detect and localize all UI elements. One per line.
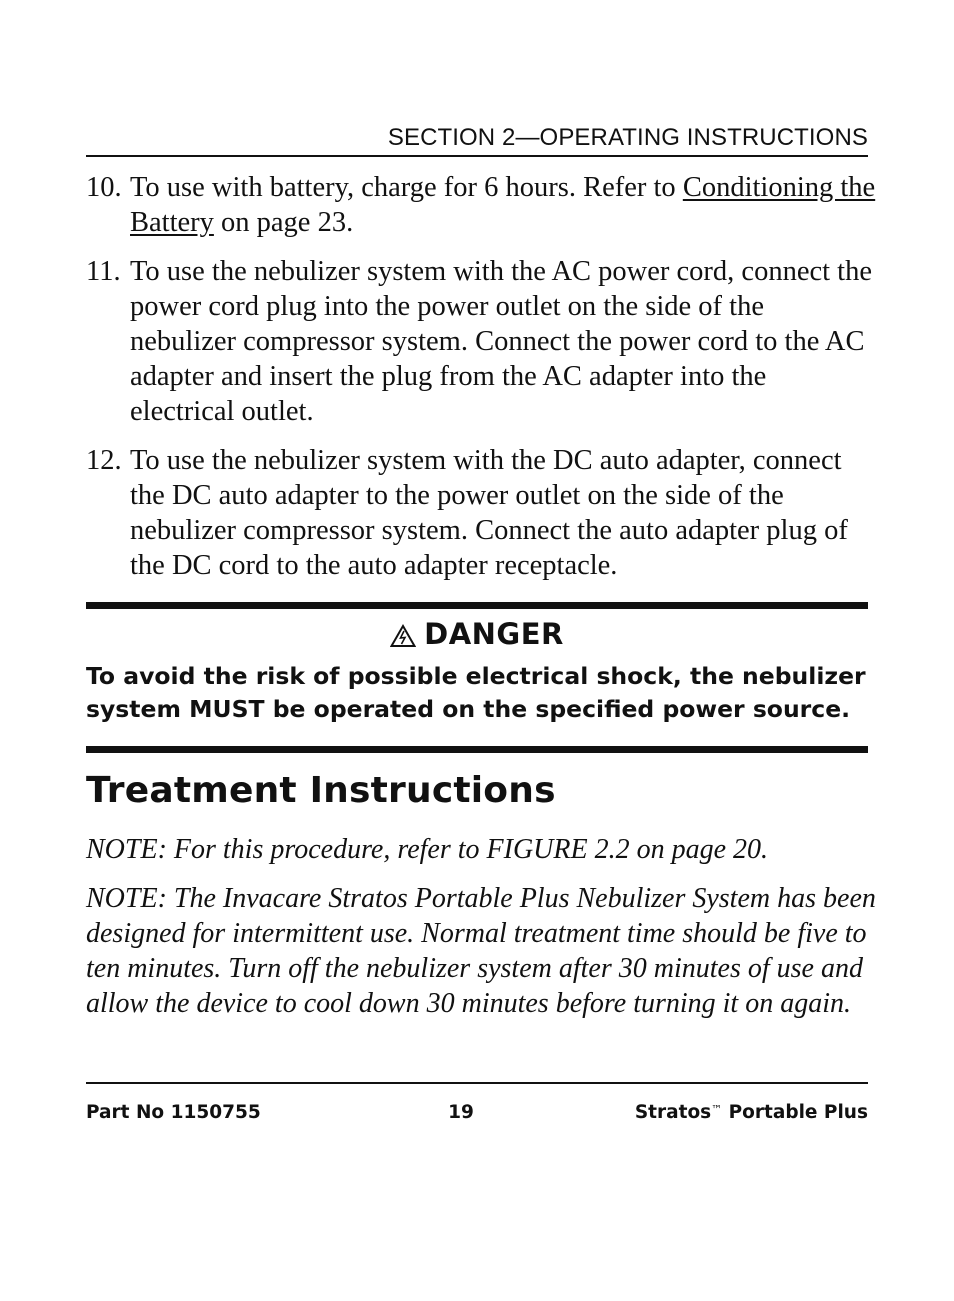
danger-top-rule [86,602,868,609]
product-brand: Stratos [634,1102,712,1123]
step-12 [86,443,876,583]
footer-rule [86,1082,868,1084]
part-number: Part No 1150755 [86,1102,261,1123]
trademark-symbol: ™ [711,1103,723,1116]
section-heading: Treatment Instructions [86,770,556,811]
steps-list [86,170,876,597]
step-text: To use the nebulizer system with the DC auto adapter, connect the DC auto adapter to the power outlet on the side of the nebulizer compressor system. Connect the auto adapter plug of the DC cord to the auto adapter receptacle. [130,445,848,581]
step-text: To use the nebulizer system with the AC power cord, connect the power cord plug into the power outlet on the side of the nebulizer compressor system. Connect the power cord to the AC adapter and insert the plug from the AC adapter into the electrical outlet. [130,256,872,427]
step-10 [86,170,876,240]
page-number: 19 [448,1102,474,1123]
danger-bottom-rule [86,746,868,753]
conditioning-battery-link[interactable]: Conditioning the Battery [130,172,876,238]
danger-label: DANGER [424,617,564,651]
warning-shock-icon [390,624,416,648]
danger-title [86,617,868,651]
step-number: 11. [86,256,121,287]
note-1: NOTE: For this procedure, refer to FIGURE 2.2 on page 20. [86,834,769,865]
notes [86,832,876,1035]
note-2: NOTE: The Invacare Stratos Portable Plus Nebulizer System has been designed for intermittent use. Normal treatment time should be five to ten minutes. Turn off the nebulizer system after 30 minutes of use and allow the device to cool down 30 minutes before turning it on again. [86,883,876,1019]
step-11 [86,254,876,429]
header-rule [86,155,868,157]
step-number: 10. [86,172,122,203]
danger-message: To avoid the risk of possible electrical shock, the nebulizer system MUST be operated on the specified power source. [86,662,866,723]
step-text-after: on page 23. [213,207,354,238]
step-text: To use with battery, charge for 6 hours. Refer to [130,172,683,203]
section-header: SECTION 2—OPERATING INSTRUCTIONS [387,124,868,151]
step-number: 12. [86,445,122,476]
product-name [635,1102,868,1123]
product-suffix: Portable Plus [722,1102,868,1123]
